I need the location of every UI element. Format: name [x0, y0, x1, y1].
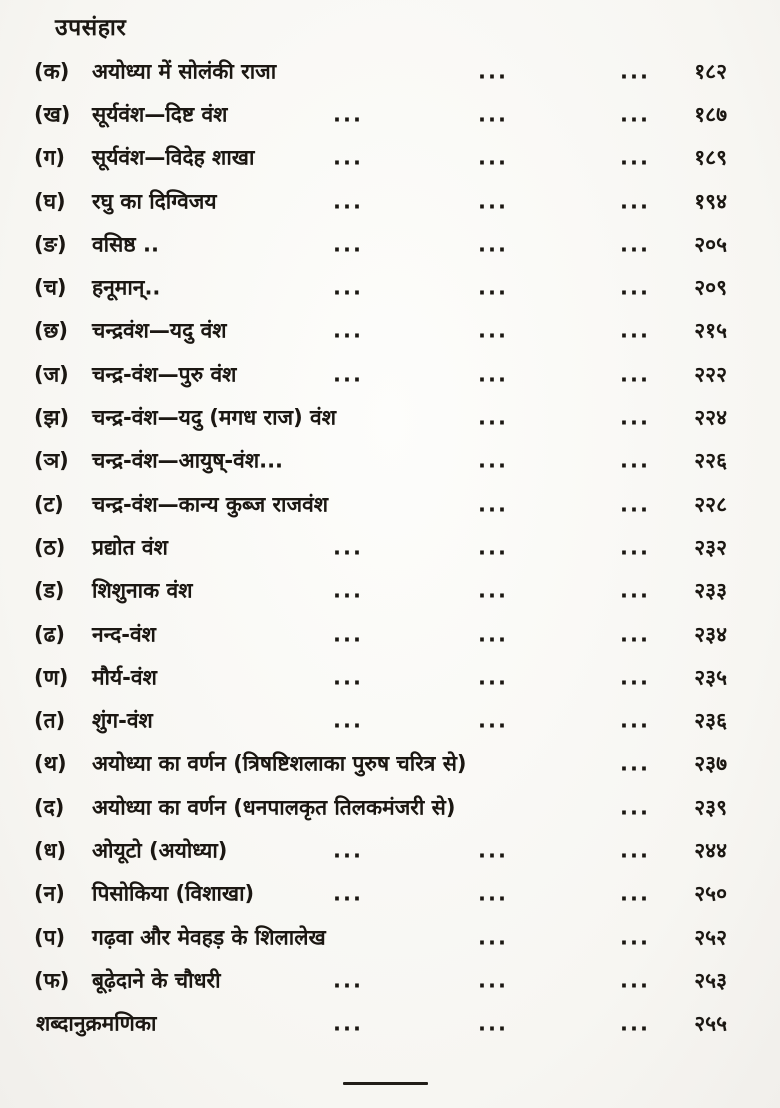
leader-dots: ... — [620, 102, 650, 127]
toc-row — [0, 743, 780, 786]
entry-title: रघु का दिग्विजय — [92, 189, 217, 214]
entry-title: चन्द्र-वंश—कान्य कुब्ज राजवंश — [92, 492, 329, 517]
leader-dots: ... — [620, 145, 650, 170]
entry-label: (ड) — [34, 578, 65, 603]
leader-dots: ... — [478, 925, 508, 950]
toc-row — [0, 223, 780, 266]
page-number: १८९ — [694, 145, 727, 170]
entry-title: चन्द्र-वंश—आयुष्-वंश... — [92, 448, 284, 473]
entry-label: (ख) — [34, 102, 71, 127]
leader-dots: ... — [333, 881, 363, 906]
page-number: २१५ — [694, 318, 727, 343]
page-number: २३२ — [694, 535, 727, 560]
entry-label: (ण) — [34, 665, 69, 690]
page-number: २३३ — [694, 578, 727, 603]
page-number: २२४ — [694, 405, 727, 430]
leader-dots: ... — [478, 362, 508, 387]
leader-dots: ... — [333, 102, 363, 127]
entry-label: (ङ) — [34, 232, 67, 257]
leader-dots: ... — [478, 535, 508, 560]
end-rule — [343, 1082, 428, 1085]
leader-dots: ... — [478, 102, 508, 127]
entry-title: शिशुनाक वंश — [92, 578, 193, 603]
leader-dots: ... — [620, 189, 650, 214]
page-number: २३७ — [694, 751, 727, 776]
page-number: २०५ — [694, 232, 727, 257]
entry-title: शुंग-वंश — [92, 708, 153, 733]
leader-dots: ... — [478, 405, 508, 430]
page-number: २२८ — [694, 492, 727, 517]
toc-row — [0, 570, 780, 613]
entry-title: सूर्यवंश—दिष्ट वंश — [92, 102, 228, 127]
toc-row — [0, 483, 780, 526]
page-number: २५५ — [694, 1011, 727, 1036]
leader-dots: ... — [620, 275, 650, 300]
leader-dots: ... — [620, 968, 650, 993]
entry-label: (ध) — [34, 838, 67, 863]
toc-row — [0, 699, 780, 742]
entry-title: वसिष्ठ .. — [92, 232, 159, 257]
toc-row — [0, 180, 780, 223]
leader-dots: ... — [333, 968, 363, 993]
entry-title: शब्दानुक्रमणिका — [36, 1011, 157, 1036]
leader-dots: ... — [478, 492, 508, 517]
leader-dots: ... — [620, 622, 650, 646]
page-number: २३९ — [694, 795, 727, 820]
entry-label: (क) — [34, 59, 70, 84]
leader-dots: ... — [478, 708, 508, 733]
entry-title: चन्द्र-वंश—यदु (मगध राज) वंश — [92, 405, 336, 430]
entry-title: अयोध्या का वर्णन (धनपालकृत तिलकमंजरी से) — [92, 795, 456, 820]
leader-dots: ... — [620, 708, 650, 733]
leader-dots: ... — [620, 838, 650, 863]
leader-dots: ... — [620, 578, 650, 603]
page-number: २३४ — [694, 622, 727, 646]
leader-dots: ... — [333, 189, 363, 214]
entry-title: मौर्य-वंश — [92, 665, 157, 690]
toc-row — [0, 266, 780, 309]
leader-dots: ... — [478, 881, 508, 906]
leader-dots: ... — [620, 362, 650, 387]
toc-row — [0, 656, 780, 699]
entry-label: (थ) — [34, 751, 67, 776]
leader-dots: ... — [333, 622, 363, 646]
toc-row — [0, 396, 780, 439]
entry-title: पिसोकिया (विशाखा) — [92, 881, 255, 906]
leader-dots: ... — [478, 318, 508, 343]
leader-dots: ... — [478, 59, 508, 84]
entry-title: अयोध्या का वर्णन (त्रिषष्टिशलाका पुरुष चरित्र से) — [92, 751, 467, 776]
leader-dots: ... — [333, 275, 363, 300]
toc-row — [0, 137, 780, 180]
leader-dots: ... — [620, 881, 650, 906]
entry-label: (ठ) — [34, 535, 66, 560]
toc-row — [0, 1003, 780, 1046]
leader-dots: ... — [620, 665, 650, 690]
leader-dots: ... — [620, 925, 650, 950]
entry-label: (ट) — [34, 492, 64, 517]
leader-dots: ... — [333, 1011, 363, 1036]
entry-label: (ढ) — [34, 622, 66, 646]
page-number: १८७ — [694, 102, 727, 127]
page-number: १८२ — [694, 59, 727, 84]
leader-dots: ... — [478, 145, 508, 170]
leader-dots: ... — [620, 1011, 650, 1036]
leader-dots: ... — [620, 535, 650, 560]
leader-dots: ... — [478, 232, 508, 257]
leader-dots: ... — [333, 362, 363, 387]
page-number: २३६ — [694, 708, 727, 733]
leader-dots: ... — [333, 708, 363, 733]
page-title: उपसंहार — [55, 15, 127, 41]
entry-label: (द) — [34, 795, 65, 820]
entry-title: नन्द-वंश — [92, 622, 156, 646]
page-number: २५२ — [694, 925, 727, 950]
entry-title: ओयूटो (अयोध्या) — [92, 838, 228, 863]
page-number: २५० — [694, 881, 727, 906]
page-number: २०९ — [694, 275, 727, 300]
leader-dots: ... — [620, 492, 650, 517]
entry-title: चन्द्रवंश—यदु वंश — [92, 318, 227, 343]
leader-dots: ... — [620, 59, 650, 84]
toc-row — [0, 353, 780, 396]
toc-list — [0, 50, 780, 1046]
toc-row — [0, 916, 780, 959]
page-number: २५३ — [694, 968, 727, 993]
toc-row — [0, 613, 780, 656]
leader-dots: ... — [478, 448, 508, 473]
entry-label: (ज) — [34, 362, 69, 387]
leader-dots: ... — [478, 665, 508, 690]
toc-row — [0, 93, 780, 136]
entry-label: (प) — [34, 925, 66, 950]
entry-label: (फ) — [34, 968, 70, 993]
entry-label: (झ) — [34, 405, 70, 430]
leader-dots: ... — [478, 1011, 508, 1036]
leader-dots: ... — [620, 405, 650, 430]
leader-dots: ... — [333, 578, 363, 603]
leader-dots: ... — [478, 838, 508, 863]
leader-dots: ... — [478, 275, 508, 300]
entry-title: गढ़वा और मेवहड़ के शिलालेख — [92, 925, 326, 950]
leader-dots: ... — [333, 535, 363, 560]
leader-dots: ... — [333, 665, 363, 690]
toc-row — [0, 50, 780, 93]
toc-row — [0, 310, 780, 353]
leader-dots: ... — [478, 968, 508, 993]
leader-dots: ... — [620, 448, 650, 473]
page-number: २२६ — [694, 448, 727, 473]
entry-label: (च) — [34, 275, 67, 300]
leader-dots: ... — [620, 318, 650, 343]
entry-label: (ञ) — [34, 448, 69, 473]
toc-row — [0, 873, 780, 916]
leader-dots: ... — [478, 622, 508, 646]
entry-title: प्रद्योत वंश — [92, 535, 168, 560]
toc-row — [0, 829, 780, 872]
leader-dots: ... — [333, 318, 363, 343]
entry-title: बूढ़ेदाने के चौधरी — [92, 968, 221, 993]
page-number: २२२ — [694, 362, 727, 387]
entry-label: (न) — [34, 881, 65, 906]
leader-dots: ... — [333, 838, 363, 863]
leader-dots: ... — [333, 145, 363, 170]
entry-title: अयोध्या में सोलंकी राजा — [92, 59, 277, 84]
entry-title: चन्द्र-वंश—पुरु वंश — [92, 362, 237, 387]
toc-row — [0, 440, 780, 483]
page-number: १९४ — [694, 189, 727, 214]
leader-dots: ... — [478, 189, 508, 214]
leader-dots: ... — [620, 232, 650, 257]
entry-label: (छ) — [34, 318, 68, 343]
leader-dots: ... — [620, 795, 650, 820]
toc-row — [0, 786, 780, 829]
entry-title: हनूमान्.. — [92, 275, 161, 300]
toc-row — [0, 526, 780, 569]
toc-row — [0, 959, 780, 1002]
page-number: २४४ — [694, 838, 727, 863]
entry-label: (घ) — [34, 189, 66, 214]
leader-dots: ... — [620, 751, 650, 776]
entry-label: (ग) — [34, 145, 66, 170]
leader-dots: ... — [478, 578, 508, 603]
leader-dots: ... — [333, 232, 363, 257]
entry-label: (त) — [34, 708, 66, 733]
page-number: २३५ — [694, 665, 727, 690]
entry-title: सूर्यवंश—विदेह शाखा — [92, 145, 255, 170]
